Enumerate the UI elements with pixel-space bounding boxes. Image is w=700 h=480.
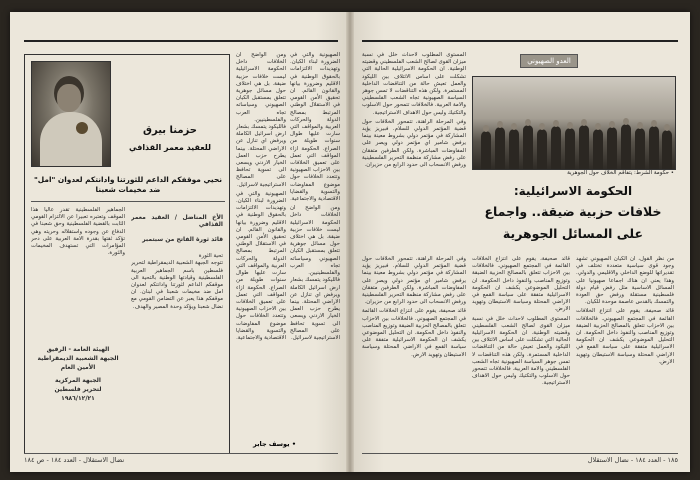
right-footer: ١٨٥ - العدد ١٨٤ - نضال الاستقلال bbox=[362, 453, 678, 464]
signoff-3: الأمين العام bbox=[60, 364, 96, 371]
top-left-text-cont: وفي المرحلة الراهنة، تتمحور الخلافات حول قضية المؤتمر الدولي للسلام. فبيريز يؤيد المشاركة في مؤتمر دولي بشروط معينة بينما يرفض شامير اي مؤتمر دولي ويصر على المفاوضات المباشرة. ولكن الطرفين متفقان على رفض مشاركة منظمة التحرير الفلسطينية ورفض الانسحاب الى حدود الرابع من حزيران. bbox=[362, 118, 466, 169]
column-r3 bbox=[362, 256, 466, 452]
column-r1-text: من نظر القول، ان الكيان الصهيوني تشهد وجود قوى سياسية متعددة تختلف في تقديراتها للوضع الداخلي والاقليمي والدولي. وهذا يعني ان هناك اجماعا صهيونيا على المسائل الاساسية مثل رفض قيام دولة فلسطينية مستقلة ورفض حق العودة والتمسك بالقدس عاصمة موحدة للكيان. bbox=[576, 256, 674, 306]
top-rule bbox=[24, 40, 338, 42]
column-r3-text: وفي المرحلة الراهنة، تتمحور الخلافات حول قضية المؤتمر الدولي للسلام. فبيريز يؤيد المشاركة في مؤتمر دولي بشروط معينة بينما يرفض شامير اي مؤتمر دولي ويصر على المفاوضات المباشرة. ولكن الطرفين متفقان على رفض مشاركة منظمة التحرير الفلسطينية ورفض الانسحاب الى حدود الرابع من حزيران. bbox=[362, 256, 466, 306]
column-r2-text: قائد صحيفة، يقوم على انتزاع الخلافات القائمة في المجتمع الصهيوني. فالخلافات بين الاحزاب تتعلق بالمصالح الحزبية الضيقة وتوزيع المناصب والنفوذ داخل الحكومة. ان التحليل الموضوعي يكشف ان الحكومة الاسرائيلية متفقة على سياسة القمع في الاراضي المحتلة وسياسة الاستيطان وتهويد الارض. bbox=[472, 256, 570, 313]
column-b-text-cont: الصهيونية والتي في الضرورة لبناء الكيان. وتهديدات الالتزامات بالحقوق الوطنية في الاقليم وضرورة بيانها والقانون القائم. ان تحقيق الأمن القومي في الاستقلال الوطني المرتبط بمصالح الدولة والحركات العربية والمواقف التي سارت عليها طوال سنوات طويلة من الصراع. الحكومة ازاء المواقف التي تعمل على تعميق الخلافات بين الاحزاب الصهيونية وتتعدد الخلافات حول موضوع المفاوضات والتسوية والقضايا الاقتصادية والاجتماعية. bbox=[236, 190, 286, 341]
box-right-text: تحية الثورة تتوجه الجبهة الشعبية الديمقراطية لتحرير فلسطين باسم الجماهير العربية الفلسطينية وقيادتها الوطنية بالتحية الى موقفكم الداعم لثورتنا وادانتكم لعدوان امل ضد مخيمات شعبنا في لبنان. ان موقفكم هذا يعبر عن التضامن القومي مع نضال شعبنا ويؤكد وحدة المصير والهدف. bbox=[131, 253, 223, 310]
letter-box bbox=[24, 54, 230, 454]
to-line-1: الأخ المناضل / العقيد معمر القذافي bbox=[131, 214, 223, 229]
column-r2-text-cont: المستوى المطلوب لاحداث خلل في نسبة ميزان القوى لصالح الشعب الفلسطيني وقضيته الوطنية. ان الحكومة الاسرائيلية الحالية التي تشكلت على اساس الائتلاف بين الليكود والعمل تعيش حالة من التناقضات الداخلية المستمرة. ولكن هذه التناقضات لا تمس جوهر السياسة الصهيونية تجاه الشعب الفلسطيني والامة العربية. فالخلافات تتمحور حول الاسلوب والتكتيك وليس حول الاهداف الاستراتيجية. bbox=[472, 315, 570, 387]
headline-3: على المسائل الجوهرية bbox=[502, 226, 644, 241]
column-a-text-cont: ومن الواضح ان الخلافات داخل الحكومة الاسرائيلية ليست خلافات حزبية ضيقة. بل هي اختلاف حول مسائل جوهرية تتعلق بمستقبل الكيان الصهيوني وسياساته تجاه العرب والفلسطينيين. فالليكود يتمسك بشعار ارض اسرائيل الكاملة ويرفض اي تنازل عن الاراضي المحتلة. بينما يطرح حزب العمل الخيار الاردني ويسعى الى تسوية تحافظ على المصالح الاستراتيجية لاسرائيل. bbox=[290, 205, 340, 341]
box-subheadline: نحيي موقفكم الداعم للثورتنا وادانتكم لعدوان "امل" ضد مخيمات شعبنا bbox=[33, 175, 223, 194]
box-left-text: الجماهير الفلسطينية تقدر عاليا هذا الموقف وتعتبره تعبيرا عن الالتزام القومي الثابت بالقضية الفلسطينية وحق شعبنا في الدفاع عن وجوده واستقلاله وحريته وهي تؤكد ثقتها بقدرة الامة العربية على دحر المؤامرات التي تستهدف المخيمات والثورة. bbox=[31, 207, 125, 257]
to-line-2: قائد ثورة الفاتح من سبتمبر bbox=[142, 235, 223, 243]
top-rule bbox=[362, 40, 678, 42]
page-gutter bbox=[346, 12, 354, 472]
column-r1-text-cont: قائد صحيفة، يقوم على انتزاع الخلافات القائمة في المجتمع الصهيوني. فالخلافات بين الاحزاب تتعلق بالمصالح الحزبية الضيقة وتوزيع المناصب والنفوذ داخل الحكومة. ان التحليل الموضوعي يكشف ان الحكومة الاسرائيلية متفقة على سياسة القمع في الاراضي المحتلة وسياسة الاستيطان وتهويد الارض. bbox=[576, 308, 674, 365]
left-page bbox=[10, 12, 350, 472]
box-headline-2: للعقيد معمر القذافي bbox=[128, 143, 211, 152]
signoff-block bbox=[31, 345, 125, 445]
top-left-column bbox=[362, 52, 466, 252]
headline-1: الحكومة الاسرائيلية: bbox=[513, 184, 633, 198]
signoff-4: الجبهة المركزية bbox=[55, 377, 101, 384]
right-page bbox=[350, 12, 690, 472]
signoff-date: ١٩٨٦/١٢/٢١ bbox=[61, 395, 95, 402]
column-r3-text-cont: قائد صحيفة، يقوم على انتزاع الخلافات القائمة في المجتمع الصهيوني. فالخلافات بين الاحزاب تتعلق بالمصالح الحزبية الضيقة وتوزيع المناصب والنفوذ داخل الحكومة. ان التحليل الموضوعي يكشف ان الحكومة الاسرائيلية متفقة على سياسة القمع في الاراضي المحتلة وسياسة الاستيطان وتهويد الارض. bbox=[362, 308, 466, 358]
portrait-photo bbox=[31, 61, 111, 167]
group-photo bbox=[472, 76, 676, 170]
headline-2: خلافات حزبية ضيقة.. واجماع bbox=[484, 204, 662, 219]
box-headline-1: حزمنا بيرق bbox=[143, 125, 197, 136]
photo-caption: • حكومة الشرط: يتفاقم الخلاف حول الجوهرية bbox=[567, 170, 674, 176]
magazine-spread bbox=[10, 12, 690, 472]
box-right-column bbox=[131, 207, 223, 443]
top-left-text: المستوى المطلوب لاحداث خلل في نسبة ميزان القوى لصالح الشعب الفلسطيني وقضيته الوطنية. ان الحكومة الاسرائيلية الحالية التي تشكلت على اساس الائتلاف بين الليكود والعمل تعيش حالة من التناقضات الداخلية المستمرة. ولكن هذه التناقضات لا تمس جوهر السياسة الصهيونية تجاه الشعب الفلسطيني والامة العربية. فالخلافات تتمحور حول الاسلوب والتكتيك وليس حول الاهداف الاستراتيجية. bbox=[362, 52, 466, 116]
signoff-5: لتحرير فلسطين bbox=[54, 386, 102, 393]
left-footer: نضال الاستقلال - العدد ١٨٤ - ص ١٨٤ bbox=[24, 453, 338, 464]
column-r2 bbox=[472, 256, 570, 452]
section-tag: العدو الصهيوني bbox=[520, 54, 578, 68]
column-r1 bbox=[576, 256, 674, 452]
column-a bbox=[290, 52, 340, 452]
column-b bbox=[236, 52, 286, 452]
divider bbox=[31, 201, 225, 202]
column-a-text: الصهيونية والتي في الضرورة لبناء الكيان. وتهديدات الالتزامات بالحقوق الوطنية في الاقليم وضرورة بيانها والقانون القائم. ان تحقيق الأمن القومي في الاستقلال الوطني المرتبط بمصالح الدولة والحركات العربية والمواقف التي سارت عليها طوال سنوات طويلة من الصراع. الحكومة ازاء المواقف التي تعمل على تعميق الخلافات بين الاحزاب الصهيونية وتتعدد الخلافات حول موضوع المفاوضات والتسوية والقضايا الاقتصادية والاجتماعية. bbox=[290, 52, 340, 203]
byline: • يوسف جابر bbox=[253, 440, 296, 448]
signoff-1: الهيئة العامة - الرفيق bbox=[46, 346, 110, 353]
box-left-column bbox=[31, 207, 125, 337]
signoff-2: الجبهة الشعبية الديمقراطية bbox=[37, 355, 119, 362]
column-b-text: ومن الواضح ان الخلافات داخل الحكومة الاسرائيلية ليست خلافات حزبية ضيقة. بل هي اختلاف حول مسائل جوهرية تتعلق بمستقبل الكيان الصهيوني وسياساته تجاه العرب والفلسطينيين. فالليكود يتمسك بشعار ارض اسرائيل الكاملة ويرفض اي تنازل عن الاراضي المحتلة. بينما يطرح حزب العمل الخيار الاردني ويسعى الى تسوية تحافظ على المصالح الاستراتيجية لاسرائيل. bbox=[236, 52, 286, 188]
